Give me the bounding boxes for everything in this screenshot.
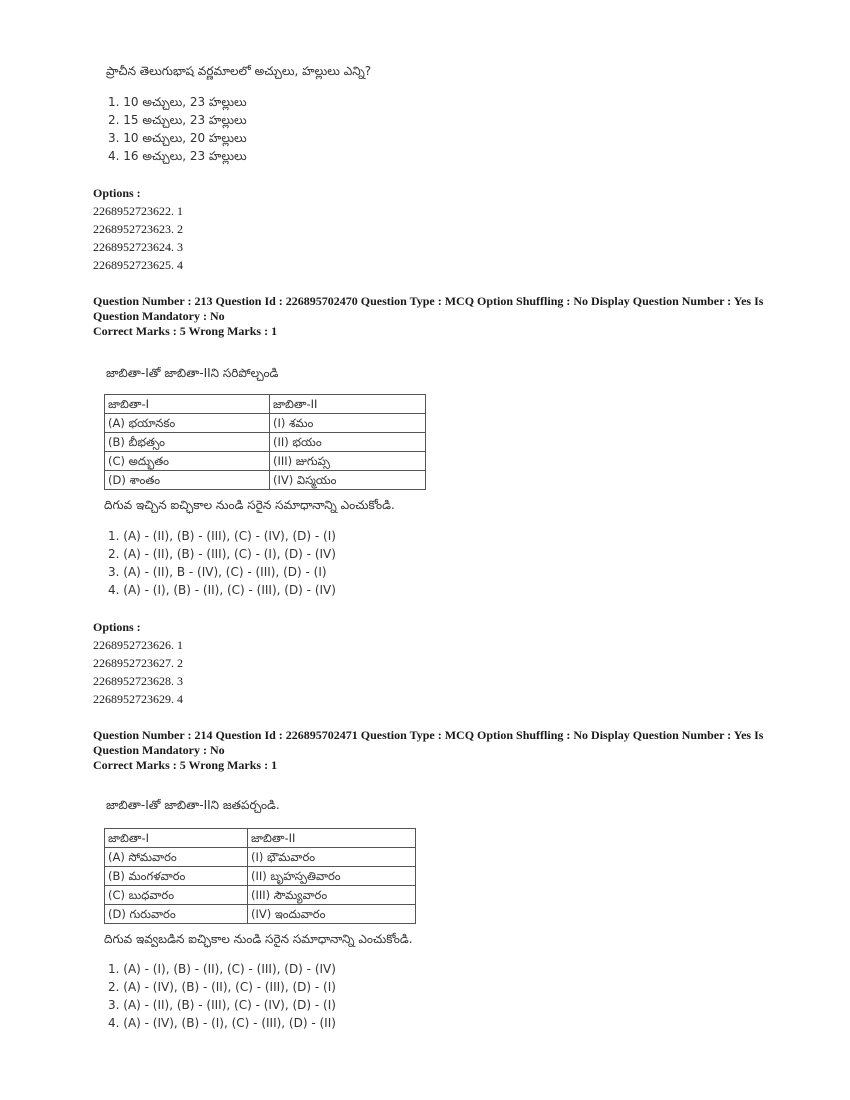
q213-choice-2: 2. (A) - (II), (B) - (III), (C) - (I), (D) - (IV) (108, 547, 336, 561)
table-row (105, 867, 416, 886)
q213-option-id-2: 2268952723627. 2 (93, 656, 183, 670)
q212-option-id-3: 2268952723624. 3 (93, 240, 183, 254)
table-row (105, 414, 426, 433)
table-cell: (B) బీభత్సం (105, 433, 270, 452)
q213-choice-3: 3. (A) - (II), B - (IV), (C) - (III), (D) - (I) (108, 565, 327, 579)
q213-choice-list (108, 527, 336, 599)
table-cell: (II) భయం (270, 433, 426, 452)
table-row (105, 905, 416, 924)
table-row (105, 471, 426, 490)
q213-option-id-3: 2268952723628. 3 (93, 674, 183, 688)
q213-instruction: దిగువ ఇచ్చిన ఐచ్ఛికాల నుండి సరైన సమాధానాన్ని ఎంచుకోండి. (104, 498, 395, 512)
q213-options-label: Options : (93, 620, 141, 634)
table-cell: (D) శాంతం (105, 471, 270, 490)
table-cell: (A) భయానకం (105, 414, 270, 433)
q212-choice-4: 4. 16 అచ్చులు, 23 హల్లులు (108, 149, 247, 163)
q213-option-id-1: 2268952723626. 1 (93, 638, 183, 652)
table-cell: (III) జుగుప్స (270, 452, 426, 471)
q212-choice-list (108, 93, 247, 165)
q214-choice-4: 4. (A) - (IV), (B) - (I), (C) - (III), (D) - (II) (108, 1016, 336, 1030)
q213-meta-line2: Correct Marks : 5 Wrong Marks : 1 (93, 324, 278, 338)
q212-question-text: ప్రాచీన తెలుగుభాష వర్ణమాలలో అచ్చులు, హల్లులు ఎన్ని? (106, 64, 372, 78)
table-row (105, 452, 426, 471)
q214-choice-list (108, 960, 336, 1032)
q213-options (93, 618, 183, 708)
q212-choice-3: 3. 10 అచ్చులు, 20 హల్లులు (108, 131, 247, 145)
q212-option-id-2: 2268952723623. 2 (93, 222, 183, 236)
q213-choice-1: 1. (A) - (II), (B) - (III), (C) - (IV), (D) - (I) (108, 529, 336, 543)
q214-meta-line1: Question Number : 214 Question Id : 226895702471 Question Type : MCQ Option Shuffling : No Display Question Number : Yes Is Question Mandatory : No (93, 728, 764, 757)
table-header-cell: జాబితా-I (105, 395, 270, 414)
table-cell: (IV) ఇందువారం (248, 905, 416, 924)
q214-choice-2: 2. (A) - (IV), (B) - (II), (C) - (III), (D) - (I) (108, 980, 336, 994)
table-cell: (I) భౌమవారం (248, 848, 416, 867)
table-header-cell: జాబితా-I (105, 829, 248, 848)
table-header-cell: జాబితా-II (270, 395, 426, 414)
table-cell: (I) శమం (270, 414, 426, 433)
q212-choice-2: 2. 15 అచ్చులు, 23 హల్లులు (108, 113, 247, 127)
q213-option-id-4: 2268952723629. 4 (93, 692, 183, 706)
table-row (105, 848, 416, 867)
q214-question-text: జాబితా-Iతో జాబితా-IIని జతపర్చండి. (106, 798, 280, 812)
table-cell: (D) గురువారం (105, 905, 248, 924)
q214-match-table (104, 828, 416, 924)
table-row (105, 433, 426, 452)
q214-choice-1: 1. (A) - (I), (B) - (II), (C) - (III), (D) - (IV) (108, 962, 336, 976)
table-cell: (II) బృహస్పతివారం (248, 867, 416, 886)
q214-meta (93, 728, 793, 773)
q212-options (93, 184, 183, 274)
table-cell: (III) సౌమ్యవారం (248, 886, 416, 905)
table-cell: (IV) విస్మయం (270, 471, 426, 490)
table-cell: (A) సోమవారం (105, 848, 248, 867)
q213-meta-line1: Question Number : 213 Question Id : 226895702470 Question Type : MCQ Option Shuffling : No Display Question Number : Yes Is Question Mandatory : No (93, 294, 764, 323)
q214-instruction: దిగువ ఇవ్వబడిన ఐచ్ఛికాల నుండి సరైన సమాధానాన్ని ఎంచుకోండి. (104, 932, 413, 946)
table-cell: (B) మంగళవారం (105, 867, 248, 886)
table-header-row (105, 395, 426, 414)
table-cell: (C) బుధవారం (105, 886, 248, 905)
q214-choice-3: 3. (A) - (II), (B) - (III), (C) - (IV), (D) - (I) (108, 998, 336, 1012)
q212-choice-1: 1. 10 అచ్చులు, 23 హల్లులు (108, 95, 247, 109)
table-header-cell: జాబితా-II (248, 829, 416, 848)
q213-choice-4: 4. (A) - (I), (B) - (II), (C) - (III), (D) - (IV) (108, 583, 336, 597)
table-cell: (C) అద్భుతం (105, 452, 270, 471)
table-header-row (105, 829, 416, 848)
q213-question-text: జాబితా-Iతో జాబితా-IIని సరిపోల్చండి (106, 366, 279, 380)
q213-meta (93, 294, 793, 339)
q212-option-id-4: 2268952723625. 4 (93, 258, 183, 272)
q212-options-label: Options : (93, 186, 141, 200)
q212-option-id-1: 2268952723622. 1 (93, 204, 183, 218)
table-row (105, 886, 416, 905)
q214-meta-line2: Correct Marks : 5 Wrong Marks : 1 (93, 758, 278, 772)
q213-match-table (104, 394, 426, 490)
